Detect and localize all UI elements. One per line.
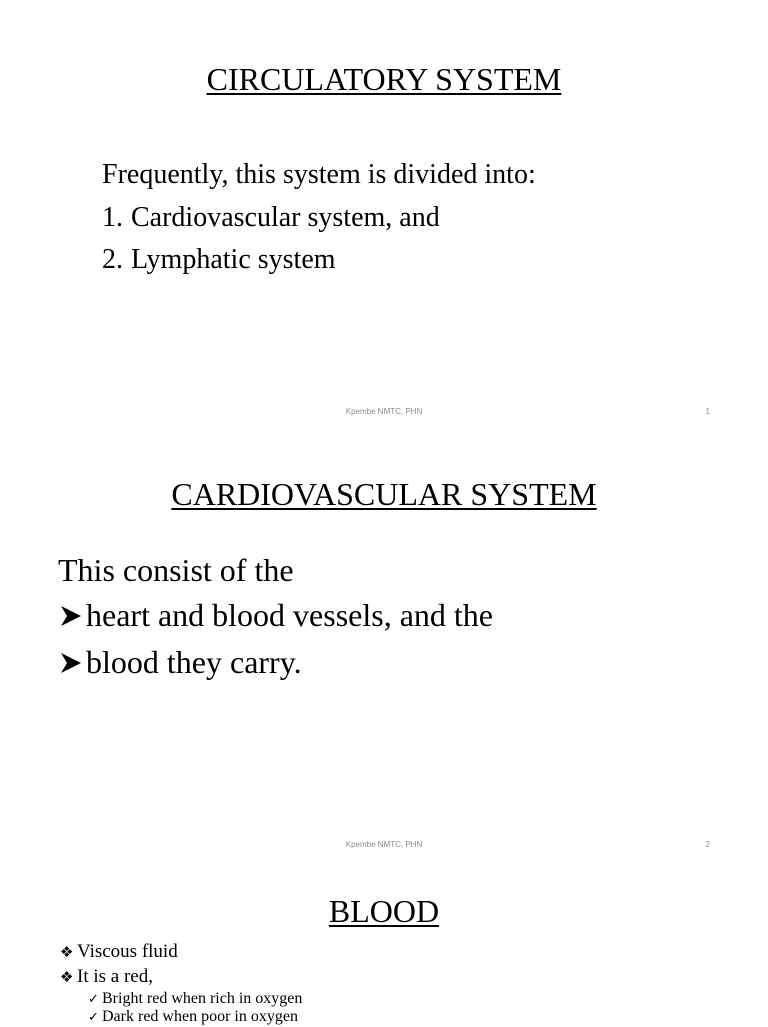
bullet-list-item [58, 640, 302, 684]
sub-bullet-list-item [88, 990, 302, 1009]
numbered-list-item [102, 240, 336, 280]
list-number: 2. [102, 244, 123, 275]
bullet-list-item [58, 593, 493, 637]
list-item-text: heart and blood vessels, and the [86, 597, 493, 633]
checkmark-icon: ✓ [88, 992, 99, 1007]
slide-footer: Kpembe NMTC, PHN [345, 840, 423, 849]
bullet-list-item [60, 965, 153, 989]
slide-1-title: CIRCULATORY SYSTEM [206, 61, 562, 97]
list-item-text: Viscous fluid [77, 941, 178, 962]
arrow-bullet-icon [58, 593, 86, 637]
numbered-list-item [102, 198, 440, 238]
list-item-text: Lymphatic system [131, 244, 336, 275]
list-item-text: Bright red when rich in oxygen [102, 990, 303, 1007]
slide-1-intro: Frequently, this system is divided into: [102, 159, 536, 190]
slide-2-title: CARDIOVASCULAR SYSTEM [171, 476, 597, 512]
checkmark-icon: ✓ [88, 1010, 99, 1025]
slide-page-number: 2 [705, 840, 710, 849]
bullet-list-item [60, 940, 178, 964]
list-item-text: It is a red, [77, 966, 153, 987]
list-number: 1. [102, 202, 123, 233]
list-item-text: Cardiovascular system, and [131, 202, 440, 233]
diamond-bullet-icon: ❖ [60, 943, 74, 961]
slide-2-intro: This consist of the [58, 552, 294, 588]
diamond-bullet-icon: ❖ [60, 968, 74, 986]
slide-3-title: BLOOD [328, 893, 440, 929]
slide-page-number: 1 [705, 407, 710, 416]
list-item-text: blood they carry. [86, 644, 302, 680]
sub-bullet-list-item [88, 1008, 298, 1027]
arrow-bullet-icon [58, 640, 86, 684]
list-item-text: Dark red when poor in oxygen [102, 1008, 298, 1025]
slide-footer: Kpembe NMTC, PHN [345, 407, 423, 416]
